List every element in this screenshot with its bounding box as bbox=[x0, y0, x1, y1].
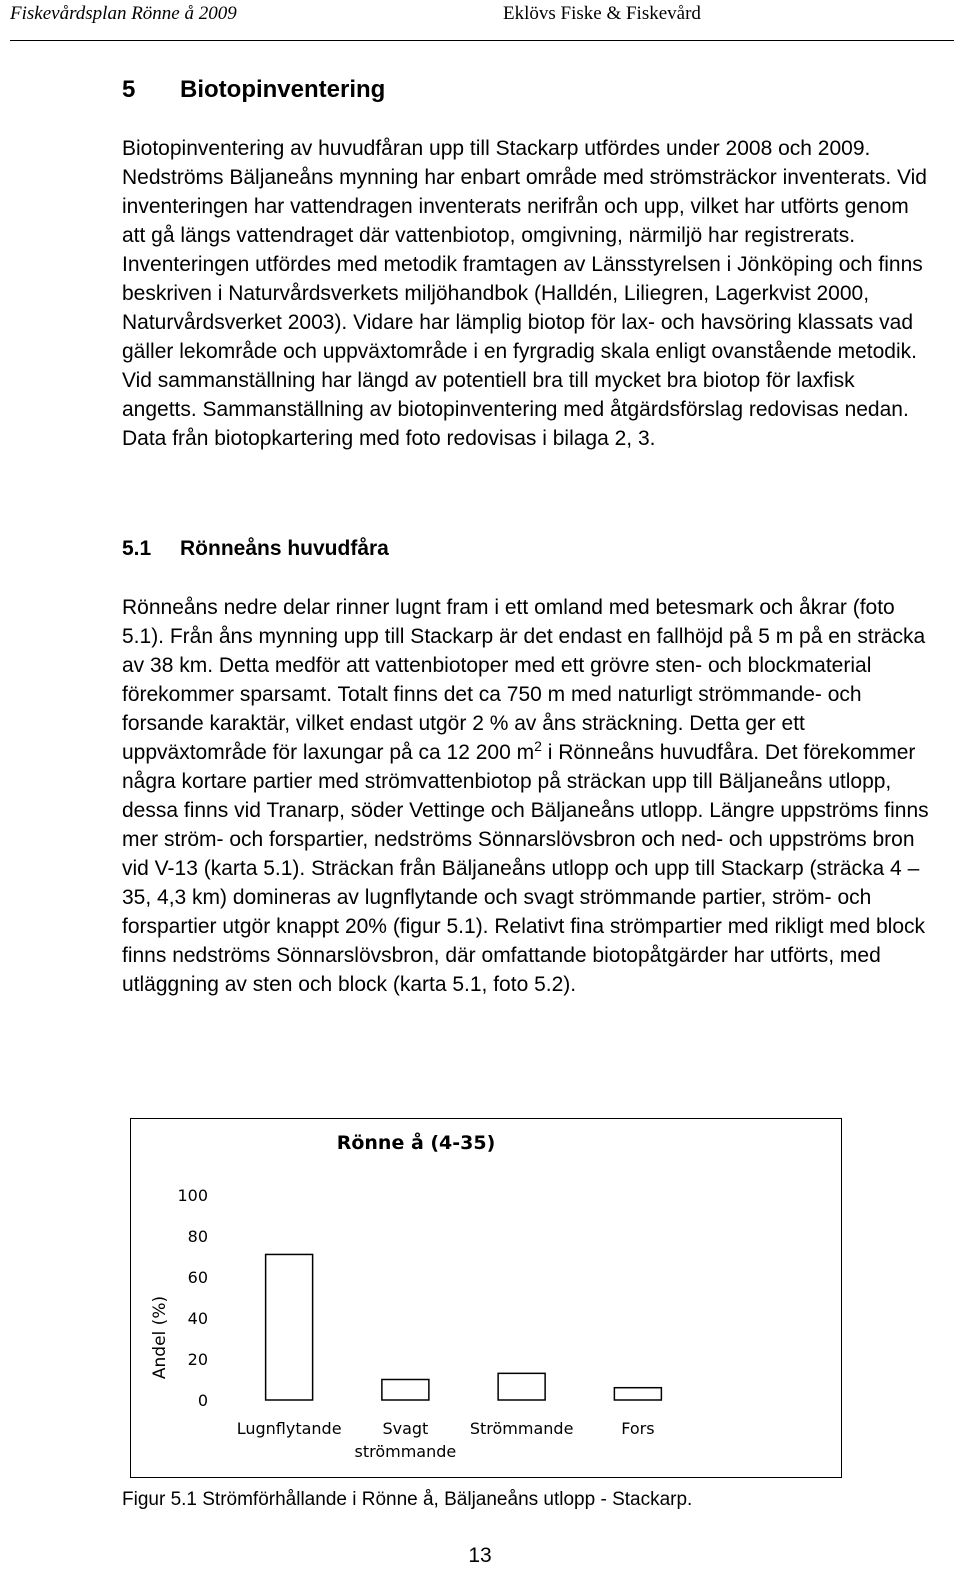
section-title: Biotopinventering bbox=[180, 76, 386, 103]
header-document-title: Fiskevårdsplan Rönne å 2009 bbox=[10, 3, 237, 24]
figure-caption: Figur 5.1 Strömförhållande i Rönne å, Bäljaneåns utlopp - Stackarp. bbox=[122, 1489, 693, 1510]
chart-title: Rönne å (4-35) bbox=[336, 1132, 496, 1154]
bar bbox=[614, 1388, 661, 1400]
y-tick-label: 100 bbox=[177, 1186, 208, 1205]
superscript-squared: 2 bbox=[534, 738, 542, 754]
subsection-paragraph-part-a: Rönneåns nedre delar rinner lugnt fram i ett omland med betesmark och åkrar (foto 5.1). Från åns mynning upp till Stackarp är det endast en fallhöjd på 5 m på en sträcka av 38 km. Detta medför att vattenbiotoper med ett grövre sten- och blockmaterial förekommer sparsamt. Totalt finns det ca 750 m med naturligt strömmande- och forsande karaktär, vilket endast utgör 2 % av åns sträckning. Detta ger ett uppväxtområde för laxungar på ca 12 200 m bbox=[122, 596, 926, 764]
section-paragraph: Biotopinventering av huvudfåran upp till Stackarp utfördes under 2008 och 2009. Nedströms Bäljaneåns mynning har enbart område med strömsträckor inventerats. Vid inventeringen har vattendragen inventerats nerifrån och upp, vilket har utförts genom att gå längs vattendraget där vattenbiotop, omgivning, närmiljö har registrerats. Inventeringen utfördes med metodik framtagen av Länsstyrelsen i Jönköping och finns beskriven i Naturvårdsverkets miljöhandbok (Halldén, Liliegren, Lagerkvist 2000, Naturvårdsverket 2003). Vidare har lämplig biotop för lax- och havsöring klassats vad gäller lekområde och uppväxtområde i en fyrgradig skala enligt ovanstående metodik. Vid sammanställning har längd av potentiell bra till mycket bra biotop för laxfisk angetts. Sammanställning av biotopinventering med åtgärdsförslag redovisas nedan. Data från biotopkartering med foto redovisas i bilaga 2, 3. bbox=[122, 137, 927, 450]
y-tick-label: 0 bbox=[197, 1391, 208, 1410]
x-tick-label: Strömmande bbox=[469, 1419, 574, 1438]
x-tick-label: Svagt bbox=[382, 1419, 429, 1438]
y-tick-label: 80 bbox=[187, 1227, 208, 1246]
page-number: 13 bbox=[468, 1544, 492, 1567]
chart-y-axis-label: Andel (%) bbox=[150, 1295, 170, 1380]
y-tick-label: 40 bbox=[187, 1309, 208, 1328]
x-tick-label: strömmande bbox=[354, 1442, 457, 1461]
y-tick-label: 60 bbox=[187, 1268, 208, 1287]
subsection-paragraph-part-b: i Rönneåns huvudfåra. Det förekommer några kortare partier med strömvattenbiotop på sträckan upp till Bäljaneåns utlopp, dessa finns vid Tranarp, söder Vettinge och Bäljaneåns utlopp. Längre uppströms finns mer ström- och forspartier, nedströms Sönnarslövsbron och ned- och uppströms bron vid V-13 (karta 5.1). Sträckan från Bäljaneåns utlopp och upp till Stackarp (sträcka 4 – 35, 4,3 km) domineras av lugnflytande och svagt strömmande partier, ström- och forspartier utgör knappt 20% (figur 5.1). Relativt fina strömpartier med rikligt med block finns nedströms Sönnarslövsbron, där omfattande biotopåtgärder har utförts, med utläggning av sten och block (karta 5.1, foto 5.2). bbox=[122, 741, 929, 996]
chart-svg bbox=[131, 1119, 841, 1477]
bar bbox=[498, 1373, 545, 1400]
header-author: Eklövs Fiske & Fiskevård bbox=[503, 3, 701, 24]
bar bbox=[266, 1254, 313, 1400]
bar bbox=[382, 1380, 429, 1401]
section-heading bbox=[122, 76, 385, 104]
subsection-paragraph bbox=[122, 593, 932, 999]
x-tick-label: Fors bbox=[621, 1419, 655, 1438]
x-tick-label: Lugnflytande bbox=[236, 1419, 342, 1438]
page-header bbox=[0, 0, 960, 40]
subsection-heading bbox=[122, 537, 389, 561]
subsection-number: 5.1 bbox=[122, 537, 152, 560]
subsection-title: Rönneåns huvudfåra bbox=[180, 537, 389, 560]
y-tick-label: 20 bbox=[187, 1350, 208, 1369]
header-rule bbox=[10, 40, 954, 41]
section-number: 5 bbox=[122, 76, 136, 103]
figure-chart bbox=[130, 1118, 842, 1478]
